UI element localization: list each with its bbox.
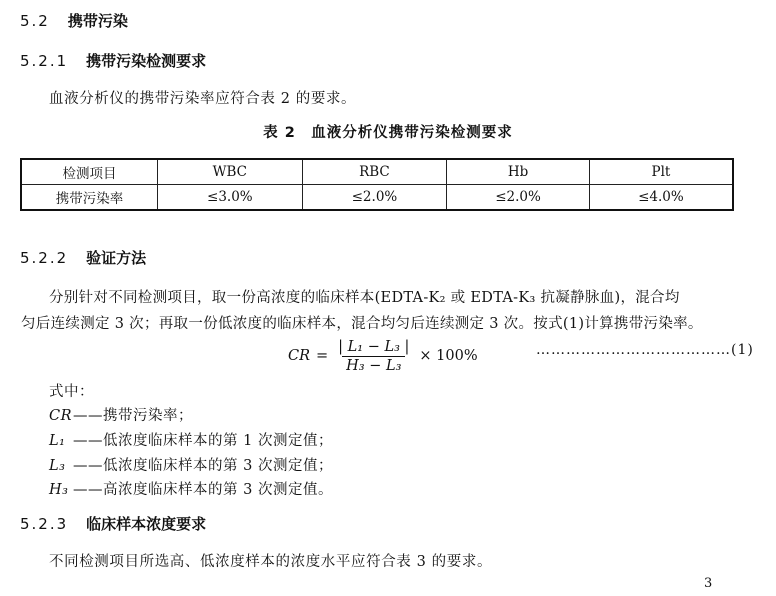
row-label-cell: 携带污染率 (21, 185, 158, 211)
section-title: 携带污染检测要求 (86, 52, 207, 70)
definition-symbol: CR (49, 408, 73, 424)
formula-denominator: H₃ − L₃ (342, 356, 405, 374)
value-cell-plt: ≤4.0% (589, 185, 733, 211)
definition-text: ——高浓度临床样本的第 3 次测定值。 (73, 482, 333, 498)
section-heading-5-2-2 (20, 247, 146, 268)
formula-number: …………………………………(1) (536, 342, 754, 358)
page-number: 3 (704, 576, 713, 591)
definition-symbol: L₃ (49, 458, 66, 474)
header-cell-hb: Hb (447, 159, 590, 185)
definition-l1 (49, 429, 333, 450)
section-heading-5-2-1 (20, 50, 206, 71)
method-paragraph-line-1: 分别针对不同检测项目，取一份高浓度的临床样本(EDTA-K₂ 或 EDTA-K₃ 抗凝静脉血)，混合均 (49, 290, 680, 306)
formula-equals: = (316, 348, 329, 364)
definition-symbol: H₃ (49, 482, 69, 498)
intro-paragraph: 血液分析仪的携带污染率应符合表 2 的要求。 (49, 91, 357, 107)
definition-h3 (49, 478, 333, 499)
method-paragraph-line-2: 匀后连续测定 3 次；再取一份低浓度的临床样本，混合均匀后连续测定 3 次。按式(1)计算携带污染率。 (21, 316, 703, 332)
value-cell-wbc: ≤3.0% (158, 185, 303, 211)
concentration-paragraph: 不同检测项目所选高、低浓度样本的浓度水平应符合表 3 的要求。 (49, 554, 493, 570)
table-2-caption: 表 2 血液分析仪携带污染检测要求 (263, 125, 513, 141)
section-heading-5-2 (20, 10, 128, 31)
table-2 (20, 158, 734, 211)
section-heading-5-2-3 (20, 513, 206, 534)
definition-cr (49, 404, 193, 425)
table-header-row (21, 159, 733, 185)
formula-numerator: | L₁ − L₃ | (338, 338, 410, 355)
header-cell-plt: Plt (589, 159, 733, 185)
formula-fraction (334, 339, 413, 374)
formula-1 (288, 334, 478, 378)
definition-l3 (49, 454, 333, 475)
section-number: 5.2 (20, 12, 50, 30)
where-label: 式中： (49, 384, 94, 400)
header-cell-item: 检测项目 (21, 159, 158, 185)
value-cell-hb: ≤2.0% (447, 185, 590, 211)
definition-text: ——低浓度临床样本的第 1 次测定值； (73, 433, 333, 449)
definition-text: ——低浓度临床样本的第 3 次测定值； (73, 458, 333, 474)
section-number: 5.2.1 (20, 52, 69, 70)
section-number: 5.2.3 (20, 515, 69, 533)
value-cell-rbc: ≤2.0% (302, 185, 447, 211)
definition-symbol: L₁ (49, 433, 66, 449)
section-number: 5.2.2 (20, 249, 69, 267)
formula-lhs: CR (288, 348, 311, 364)
section-title: 携带污染 (67, 12, 128, 30)
section-title: 验证方法 (86, 249, 147, 267)
formula-times-100: × 100% (419, 348, 478, 364)
definition-text: ——携带污染率； (73, 408, 193, 424)
table-row (21, 185, 733, 211)
header-cell-rbc: RBC (302, 159, 447, 185)
header-cell-wbc: WBC (158, 159, 303, 185)
section-title: 临床样本浓度要求 (86, 515, 207, 533)
